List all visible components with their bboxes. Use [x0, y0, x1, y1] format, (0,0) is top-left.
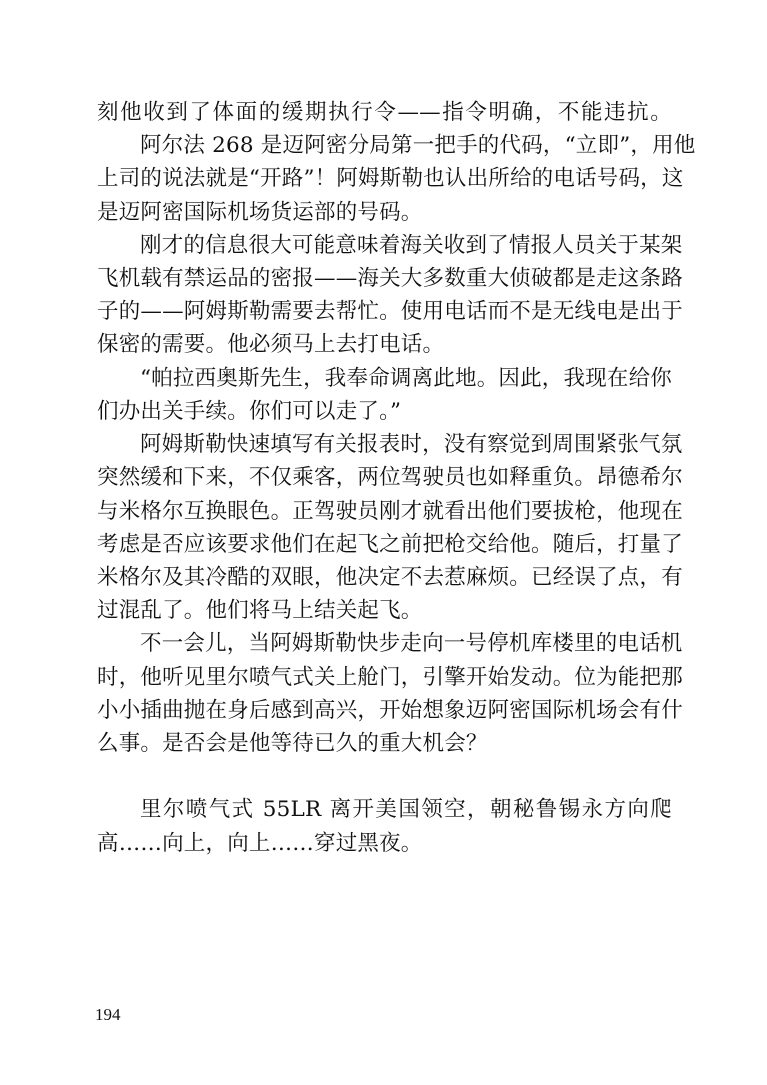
text-line: 过混乱了。他们将马上结关起飞。 — [97, 598, 423, 623]
text-line: 刻他收到了体面的缓期执行令——指令明确，不能违抗。 — [97, 100, 672, 125]
text-line: 考虑是否应该要求他们在起飞之前把枪交给他。随后，打量了 — [97, 532, 683, 557]
text-line: 高……向上，向上……穿过黑夜。 — [97, 831, 423, 856]
text-line: 小小插曲抛在身后感到高兴，开始想象迈阿密国际机场会有什 — [97, 698, 683, 723]
text-line: 阿姆斯勒快速填写有关报表时，没有察觉到周围紧张气氛 — [140, 432, 683, 457]
text-line: 是迈阿密国际机场货运部的号码。 — [97, 200, 423, 225]
text-line: 不一会儿，当阿姆斯勒快步走向一号停机库楼里的电话机 — [140, 631, 683, 656]
text-line: 子的——阿姆斯勒需要去帮忙。使用电话而不是无线电是出于 — [97, 299, 683, 324]
text-line: 与米格尔互换眼色。正驾驶员刚才就看出他们要拔枪，他现在 — [97, 499, 683, 524]
text-line: 时，他听见里尔喷气式关上舱门，引擎开始发动。位为能把那 — [97, 665, 683, 690]
text-line: 突然缓和下来，不仅乘客，两位驾驶员也如释重负。昂德希尔 — [97, 465, 683, 490]
text-line: 们办出关手续。你们可以走了。” — [97, 399, 402, 424]
text-line: 飞机载有禁运品的密报——海关大多数重大侦破都是走这条路 — [97, 266, 683, 291]
text-line: “帕拉西奥斯先生，我奉命调离此地。因此，我现在给你 — [140, 366, 672, 391]
text-line: 里尔喷气式 55LR 离开美国领空，朝秘鲁锡永方向爬 — [140, 797, 672, 822]
text-line: 阿尔法 268 是迈阿密分局第一把手的代码，“立即”，用他 — [140, 133, 696, 158]
text-line: 么事。是否会是他等待已久的重大机会？ — [97, 731, 488, 756]
text-line: 米格尔及其冷酷的双眼，他决定不去惹麻烦。已经误了点，有 — [97, 565, 683, 590]
text-line: 上司的说法就是“开路”！阿姆斯勒也认出所给的电话号码，这 — [97, 166, 684, 191]
page-number: 194 — [95, 1005, 121, 1024]
text-line: 刚才的信息很大可能意味着海关收到了情报人员关于某架 — [140, 233, 683, 258]
text-line: 保密的需要。他必须马上去打电话。 — [97, 332, 445, 357]
